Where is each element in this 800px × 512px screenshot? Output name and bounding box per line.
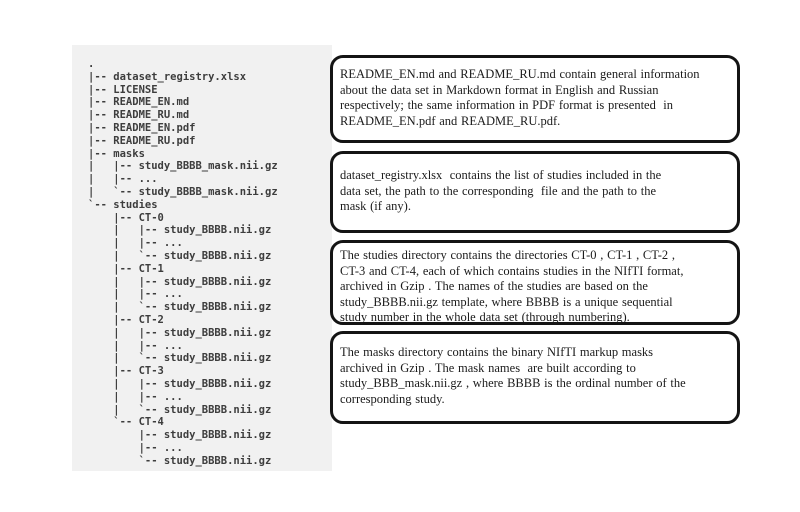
tree-line: | |-- ... bbox=[88, 390, 183, 403]
tree-line: |-- study_BBBB.nii.gz bbox=[88, 429, 272, 442]
callout-text-line: README_EN.pdf and README_RU.pdf. bbox=[340, 113, 561, 128]
tree-line: | `-- study_BBBB.nii.gz bbox=[88, 352, 272, 365]
file-tree-panel bbox=[72, 45, 332, 471]
tree-line: |-- README_EN.md bbox=[88, 96, 190, 109]
tree-line: |-- CT-3 bbox=[88, 365, 164, 378]
tree-line: |-- dataset_registry.xlsx bbox=[88, 70, 247, 83]
callout-text-line: study number in the whole data set (through numbering). bbox=[340, 310, 630, 325]
tree-line: | |-- ... bbox=[88, 288, 183, 301]
callout-text-line: mask (if any). bbox=[340, 199, 411, 214]
tree-line: |-- README_RU.pdf bbox=[88, 134, 196, 147]
callout-readme-files bbox=[330, 55, 740, 143]
tree-line: | `-- study_BBBB.nii.gz bbox=[88, 403, 272, 416]
tree-line: | |-- ... bbox=[88, 339, 183, 352]
tree-line: | |-- study_BBBB.nii.gz bbox=[88, 224, 272, 237]
tree-line: |-- README_RU.md bbox=[88, 109, 190, 122]
callout-text-line: README_EN.md and README_RU.md contain general information bbox=[340, 67, 700, 81]
tree-line: |-- ... bbox=[88, 441, 183, 454]
tree-line: |-- CT-2 bbox=[88, 313, 164, 326]
callout-text-line: data set, the path to the corresponding file and the path to the bbox=[340, 183, 657, 198]
tree-line: | `-- study_BBBB.nii.gz bbox=[88, 301, 272, 314]
callout-text-line: corresponding study. bbox=[340, 391, 445, 406]
tree-line: | |-- study_BBBB.nii.gz bbox=[88, 377, 272, 390]
tree-line: | |-- study_BBBB.nii.gz bbox=[88, 326, 272, 339]
tree-line: | |-- study_BBBB.nii.gz bbox=[88, 275, 272, 288]
tree-line: |-- LICENSE bbox=[88, 83, 158, 96]
tree-line: | |-- ... bbox=[88, 237, 183, 250]
callout-text-line: archived in Gzip . The mask names are built according to bbox=[340, 360, 636, 375]
callout-studies-directory bbox=[330, 240, 740, 325]
callout-text-line: The masks directory contains the binary NIfTI markup masks bbox=[340, 345, 654, 359]
callout-masks-directory bbox=[330, 331, 740, 424]
callout-text-line: The studies directory contains the directories CT-0 , CT-1 , CT-2 , bbox=[340, 248, 676, 262]
callout-dataset-registry bbox=[330, 151, 740, 233]
tree-line: | |-- ... bbox=[88, 173, 158, 186]
tree-line: `-- study_BBBB.nii.gz bbox=[88, 454, 272, 467]
tree-line: |-- README_EN.pdf bbox=[88, 121, 196, 134]
tree-line: |-- CT-1 bbox=[88, 262, 164, 275]
tree-line: | `-- study_BBBB_mask.nii.gz bbox=[88, 185, 278, 198]
callout-text-line: archived in Gzip . The names of the studies are based on the bbox=[340, 279, 648, 294]
callout-text-line: respectively; the same information in PDF format is presented in bbox=[340, 98, 674, 113]
tree-line: | |-- study_BBBB_mask.nii.gz bbox=[88, 160, 278, 173]
tree-line: `-- CT-4 bbox=[88, 416, 164, 429]
tree-line: |-- masks bbox=[88, 147, 145, 160]
file-tree bbox=[88, 58, 332, 468]
callout-text-line: about the data set in Markdown format in English and Russian bbox=[340, 82, 659, 97]
tree-line: | `-- study_BBBB.nii.gz bbox=[88, 249, 272, 262]
tree-line: . bbox=[88, 58, 95, 70]
tree-line: `-- studies bbox=[88, 198, 158, 211]
tree-line: |-- CT-0 bbox=[88, 211, 164, 224]
callout-text-line: study_BBB_mask.nii.gz , where BBBB is the ordinal number of the bbox=[340, 376, 686, 391]
callout-text-line: dataset_registry.xlsx contains the list of studies included in the bbox=[340, 168, 662, 182]
callout-text-line: CT-3 and CT-4, each of which contains studies in the NIfTI format, bbox=[340, 263, 684, 278]
callout-text-line: study_BBBB.nii.gz template, where BBBB is a unique sequential bbox=[340, 294, 673, 309]
